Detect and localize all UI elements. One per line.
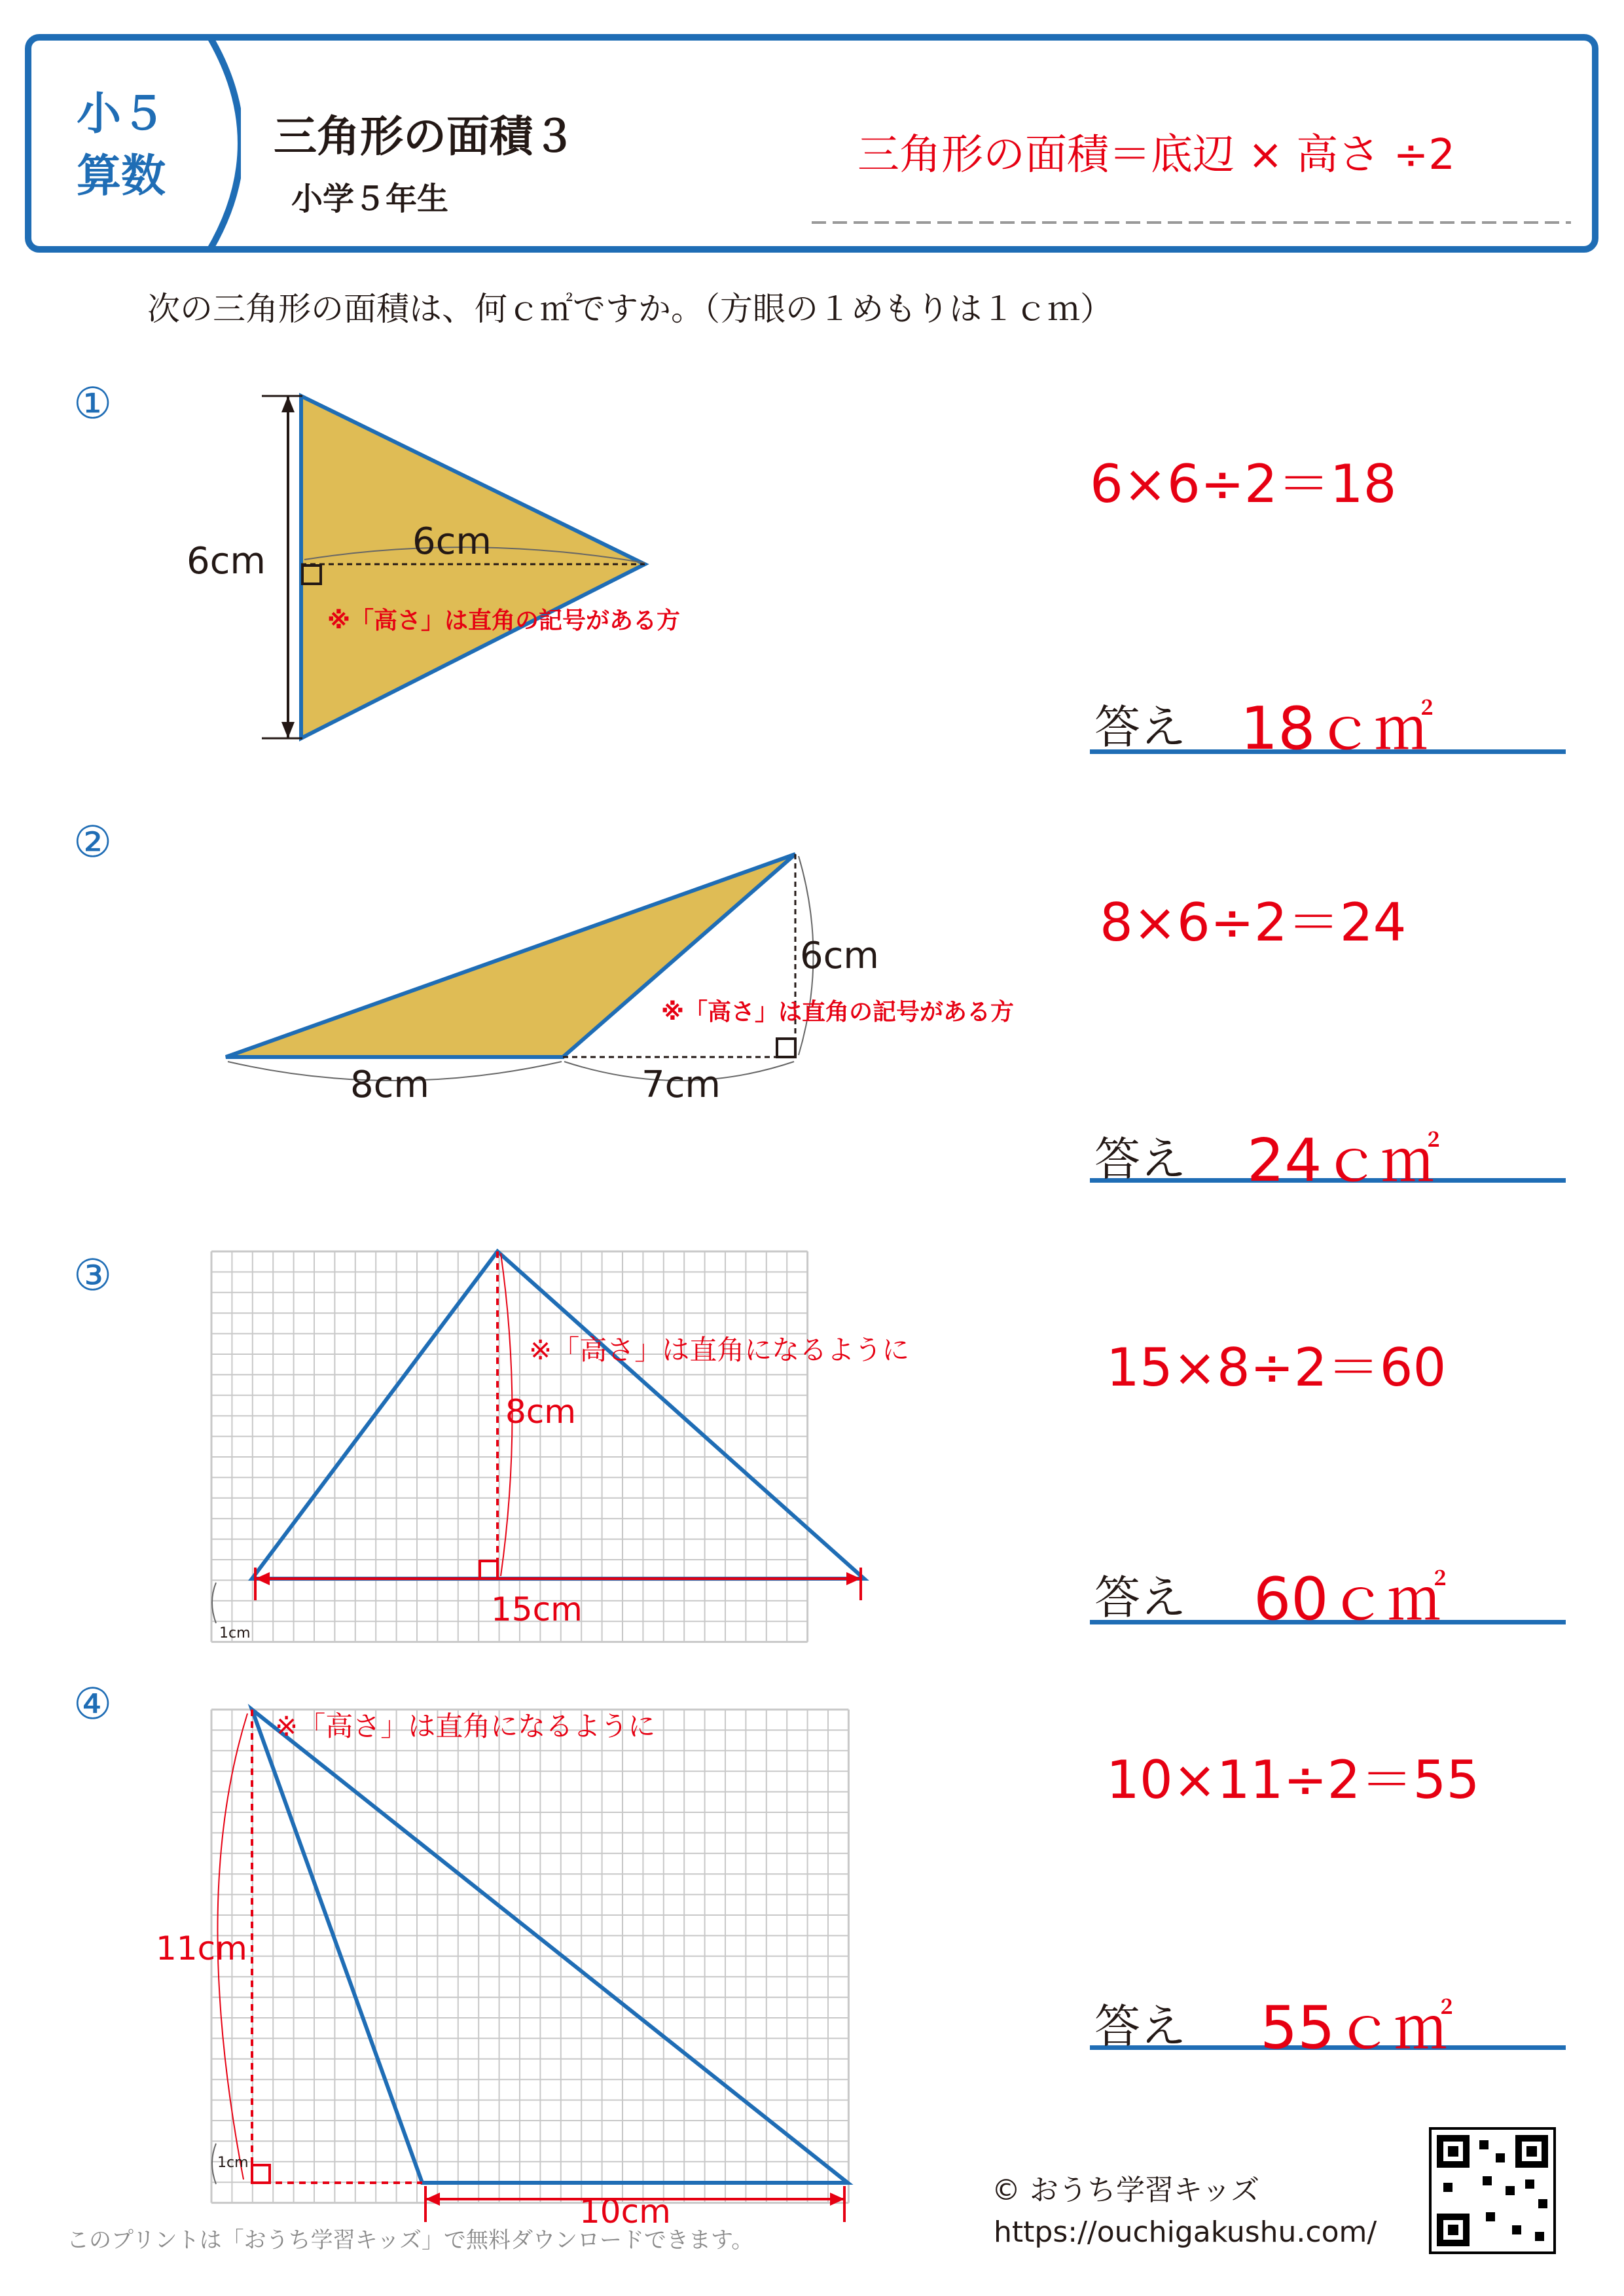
page-title: 三角形の面積３ <box>274 111 576 162</box>
problem-4-number: ④ <box>73 1679 113 1729</box>
instruction-text: 次の三角形の面積は、何ｃ㎡ですか。（方眼の１めもりは１ｃｍ） <box>147 290 1113 328</box>
footer-note: このプリントは「おうち学習キッズ」で無料ダウンロードできます。 <box>67 2227 754 2253</box>
problem1-figure <box>262 396 645 738</box>
p1-height-label: 6cm <box>187 540 266 583</box>
p2-base-label: 8cm <box>350 1064 429 1106</box>
problem-2-number: ② <box>73 817 113 867</box>
area-formula: 三角形の面積＝底辺 × 高さ ÷2 <box>857 131 1455 179</box>
p4-triangle <box>252 1710 848 2183</box>
p3-answer: 60ｃ㎡ <box>1254 1565 1447 1634</box>
p1-calculation: 6×6÷2＝18 <box>1090 454 1397 514</box>
p2-extension-label: 7cm <box>641 1064 721 1106</box>
footer-brand: © おうち学習キッズ <box>992 2174 1260 2207</box>
qr-code <box>1430 2128 1555 2253</box>
p1-base-label: 6cm <box>412 520 492 563</box>
p2-answer-label: 答え <box>1094 1132 1186 1186</box>
p3-answer-label: 答え <box>1094 1571 1186 1624</box>
p4-note: ※「高さ」は直角になるように <box>275 1710 656 1742</box>
subject-label: 算数 <box>76 151 166 202</box>
p4-height-label: 11cm <box>156 1929 247 1967</box>
p3-note: ※「高さ」は直角になるように <box>529 1334 910 1366</box>
p2-height-label: 6cm <box>800 935 879 977</box>
p1-answer: 18ｃ㎡ <box>1240 694 1434 763</box>
footer-url[interactable]: https://ouchigakushu.com/ <box>994 2215 1377 2249</box>
p3-height-label: 8cm <box>505 1393 577 1431</box>
p4-grid <box>211 1710 848 2203</box>
grade-label: 小５ <box>76 88 166 140</box>
page-subtitle: 小学５年生 <box>291 181 449 217</box>
problem4-figure <box>211 1710 848 2222</box>
problem-1-number: ① <box>73 378 113 429</box>
problem3-figure <box>211 1251 864 1642</box>
p1-answer-label: 答え <box>1094 700 1186 754</box>
p2-calculation: 8×6÷2＝24 <box>1100 892 1407 953</box>
p3-base-label: 15cm <box>491 1590 583 1628</box>
p4-calculation: 10×11÷2＝55 <box>1106 1749 1480 1810</box>
p1-note: ※「高さ」は直角の記号がある方 <box>327 607 680 634</box>
p1-triangle <box>301 396 645 738</box>
p4-unit-label: 1cm <box>217 2155 249 2171</box>
p4-answer-label: 答え <box>1094 2000 1186 2053</box>
problem-3-number: ③ <box>73 1250 113 1300</box>
p3-unit-label: 1cm <box>219 1625 251 1641</box>
p3-calculation: 15×8÷2＝60 <box>1106 1337 1447 1398</box>
p2-answer: 24ｃ㎡ <box>1247 1126 1440 1195</box>
p4-base-label: 10cm <box>579 2193 671 2231</box>
p2-note: ※「高さ」は直角の記号がある方 <box>661 999 1014 1026</box>
p4-answer: 55ｃ㎡ <box>1260 1994 1453 2062</box>
problem2-figure <box>226 854 814 1081</box>
